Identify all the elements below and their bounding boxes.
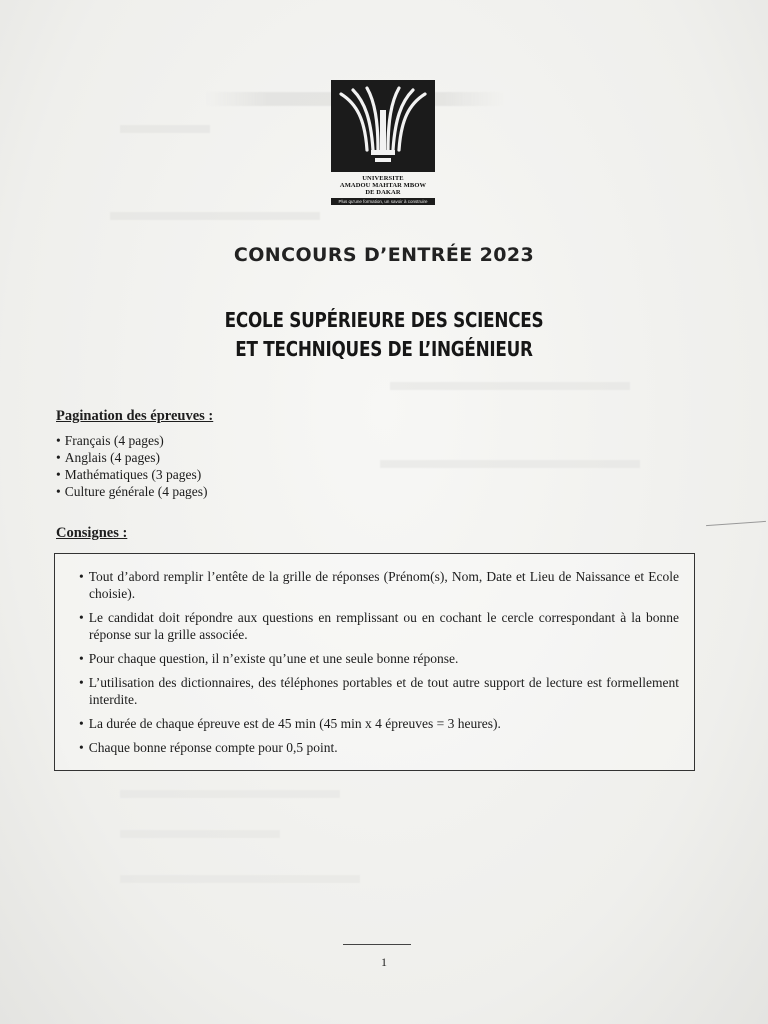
show-through-text: [380, 460, 640, 468]
consignes-box: [54, 553, 695, 771]
consignes-list: [55, 554, 694, 756]
list-item: • Mathématiques (3 pages): [56, 466, 208, 483]
pagination-heading: Pagination des épreuves :: [56, 408, 214, 424]
school-name-line1: ECOLE SUPÉRIEURE DES SCIENCES: [224, 308, 544, 332]
list-item: • La durée de chaque épreuve est de 45 min (45 min x 4 épreuves = 3 heures).: [79, 715, 679, 732]
pagination-list: [56, 432, 208, 500]
exam-title: CONCOURS D’ENTRÉE 2023: [233, 244, 535, 266]
logo-university-label: UNIVERSITE: [362, 175, 404, 182]
university-logo: [331, 80, 435, 212]
list-item: • Tout d’abord remplir l’entête de la grille de réponses (Prénom(s), Nom, Date et Lieu de Naissance et Ecole choisie).: [79, 568, 679, 602]
consignes-heading: Consignes :: [56, 525, 128, 541]
show-through-text: [120, 125, 210, 133]
list-item: • Culture générale (4 pages): [56, 483, 208, 500]
school-name: [69, 306, 699, 364]
list-item: • Français (4 pages): [56, 432, 208, 449]
footer-divider: [343, 944, 411, 945]
show-through-text: [120, 830, 280, 838]
show-through-text: [390, 382, 630, 390]
list-item: • Chaque bonne réponse compte pour 0,5 point.: [79, 739, 679, 756]
logo-emblem: [331, 80, 435, 172]
logo-university-name: AMADOU MAHTAR MBOW: [339, 182, 427, 189]
list-item: • L’utilisation des dictionnaires, des téléphones portables et de tout autre support de lecture est formellement interdite.: [79, 674, 679, 708]
list-item: • Le candidat doit répondre aux questions en remplissant ou en cochant le cercle correspondant à la bonne réponse sur la grille associée.: [79, 609, 679, 643]
school-name-line2: ET TECHNIQUES DE L’INGÉNIEUR: [235, 337, 533, 361]
logo-tagline: Plus qu'une formation, un savoir à construire: [331, 198, 435, 205]
page-number: 1: [381, 955, 387, 969]
show-through-text: [120, 875, 360, 883]
margin-mark: [706, 521, 766, 526]
logo-university-city: DE DAKAR: [365, 189, 401, 196]
show-through-text: [110, 212, 320, 220]
list-item: • Anglais (4 pages): [56, 449, 208, 466]
list-item: • Pour chaque question, il n’existe qu’une et une seule bonne réponse.: [79, 650, 679, 667]
show-through-text: [120, 790, 340, 798]
